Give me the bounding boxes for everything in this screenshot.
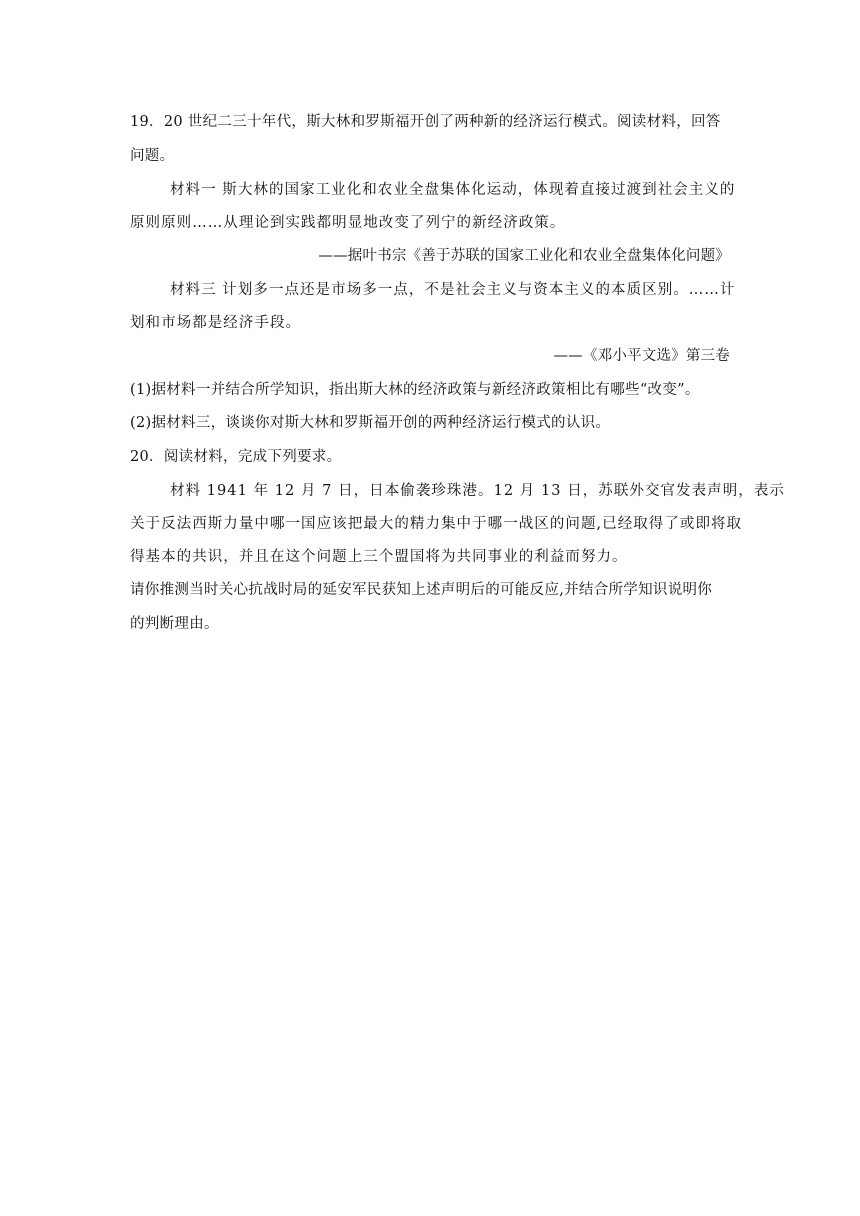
q19-stem-line-1: 19．20 世纪二三十年代，斯大林和罗斯福开创了两种新的经济运行模式。阅读材料，回答	[130, 114, 721, 130]
q20-material-line-2: 关于反法西斯力量中哪一国应该把最大的精力集中于哪一战区的问题,已经取得了或即将取	[130, 516, 743, 532]
q20-material-line-3: 得基本的共识，并且在这个问题上三个盟国将为共同事业的利益而努力。	[130, 549, 628, 565]
q19-subquestion-2: (2)据材料三，谈谈你对斯大林和罗斯福开创的两种经济运行模式的认识。	[130, 415, 611, 431]
q20-prompt-line-2: 的判断理由。	[130, 616, 219, 632]
q20-material-line-1: 材料 1941 年 12 月 7 日，日本偷袭珍珠港。12 月 13 日，苏联外交官发表声明，表示	[170, 483, 785, 499]
q19-material-3-line-1: 材料三 计划多一点还是市场多一点，不是社会主义与资本主义的本质区别。……计	[170, 282, 736, 298]
q19-stem-line-2: 问题。	[130, 148, 175, 164]
q20-prompt-line-1: 请你推测当时关心抗战时局的延安军民获知上述声明后的可能反应,并结合所学知识说明你	[130, 582, 713, 598]
q19-subquestion-1: (1)据材料一并结合所学知识，指出斯大林的经济政策与新经济政策相比有哪些“改变”。	[130, 382, 700, 398]
q19-material-3-source: ——《邓小平文选》第三卷	[553, 348, 730, 364]
q19-material-1-line-1: 材料一 斯大林的国家工业化和农业全盘集体化运动，体现着直接过渡到社会主义的	[170, 182, 736, 198]
q19-material-3-line-2: 划和市场都是经济手段。	[130, 315, 302, 331]
q19-material-1-line-2: 原则原则……从理论到实践都明显地改变了列宁的新经济政策。	[130, 215, 566, 231]
q20-stem: 20．阅读材料，完成下列要求。	[130, 449, 342, 465]
q19-material-1-source: ——据叶书宗《善于苏联的国家工业化和农业全盘集体化问题》	[318, 248, 730, 264]
